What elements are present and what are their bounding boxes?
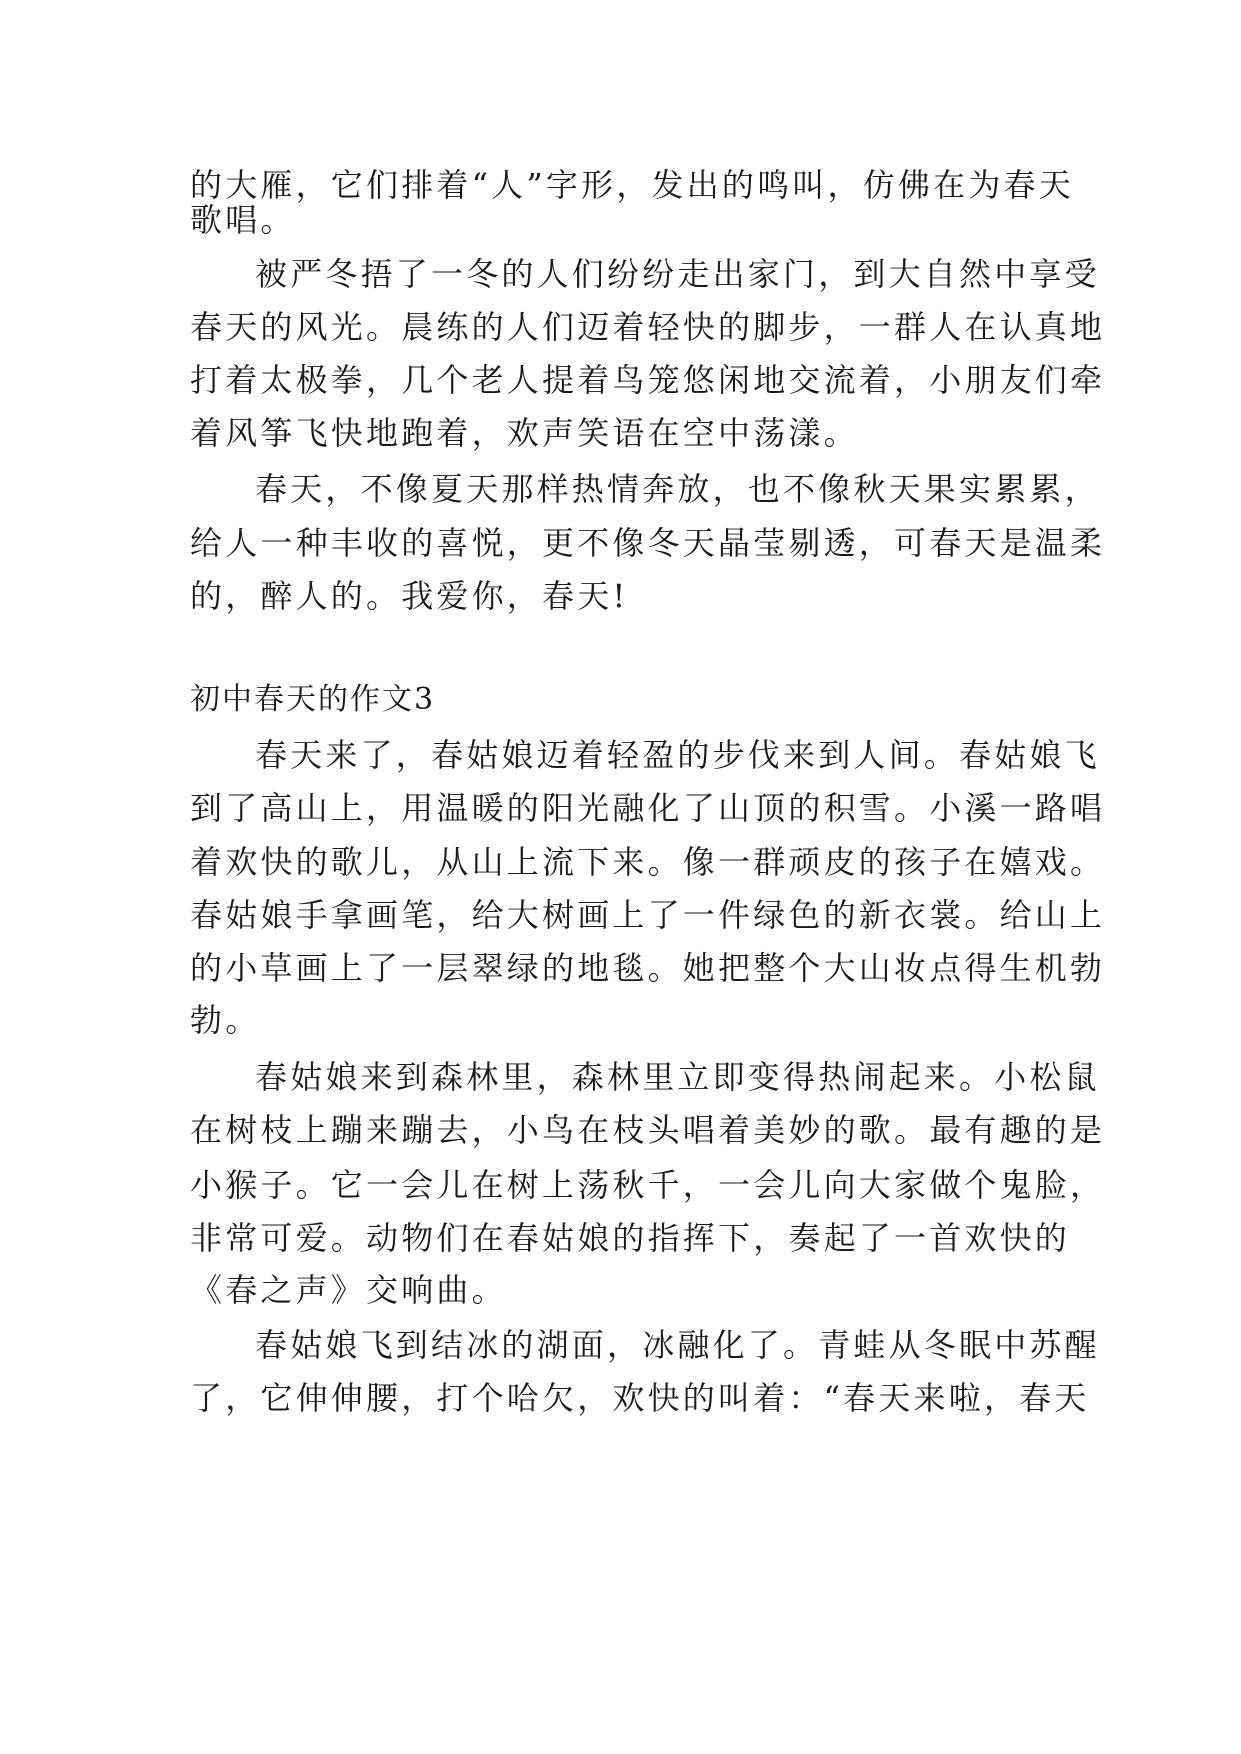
- paragraph-line: 《春之声》交响曲。: [190, 1271, 507, 1309]
- section-heading: 初中春天的作文3: [190, 682, 436, 717]
- paragraph-line: 春姑娘来到森林里，森林里立即变得热闹起来。小松鼠: [255, 1058, 1100, 1096]
- paragraph-line: 非常可爱。动物们在春姑娘的指挥下，奏起了一首欢快的: [190, 1219, 1071, 1257]
- paragraph-line: 着欢快的歌儿，从山上流下来。像一群顽皮的孩子在嬉戏。: [190, 843, 1106, 881]
- paragraph-line: 着风筝飞快地跑着，欢声笑语在空中荡漾。: [190, 414, 859, 452]
- paragraph-line: 被严冬捂了一冬的人们纷纷走出家门，到大自然中享受: [255, 255, 1100, 293]
- paragraph-line: 春姑娘飞到结冰的湖面，冰融化了。青蛙从冬眠中苏醒: [255, 1326, 1100, 1364]
- paragraph-line: 春天，不像夏天那样热情奔放，也不像秋天果实累累，: [255, 470, 1100, 508]
- paragraph-line: 的大雁，它们排着“人”字形，发出的鸣叫，仿佛在为春天: [190, 166, 1074, 204]
- paragraph-line: 到了高山上，用温暖的阳光融化了山顶的积雪。小溪一路唱: [190, 789, 1106, 827]
- paragraph-line: 打着太极拳，几个老人提着鸟笼悠闲地交流着，小朋友们牵: [190, 361, 1106, 399]
- paragraph-line: 的，醉人的。我爱你，春天!: [190, 577, 629, 615]
- paragraph-line: 春天来了，春姑娘迈着轻盈的步伐来到人间。春姑娘飞: [255, 736, 1100, 774]
- paragraph-line: 了，它伸伸腰，打个哈欠，欢快的叫着：“春天来啦，春天: [190, 1379, 1090, 1417]
- paragraph-line: 春天的风光。晨练的人们迈着轻快的脚步，一群人在认真地: [190, 308, 1106, 346]
- paragraph-line: 小猴子。它一会儿在树上荡秋千，一会儿向大家做个鬼脸，: [190, 1166, 1106, 1204]
- paragraph-line: 在树枝上蹦来蹦去，小鸟在枝头唱着美妙的歌。最有趣的是: [190, 1111, 1106, 1149]
- paragraph-line: 的小草画上了一层翠绿的地毯。她把整个大山妆点得生机勃: [190, 949, 1106, 987]
- paragraph-line: 勃。: [190, 1001, 261, 1039]
- paragraph-line: 春姑娘手拿画笔，给大树画上了一件绿色的新衣裳。给山上: [190, 896, 1106, 934]
- paragraph-line: 歌唱。: [190, 201, 296, 239]
- paragraph-line: 给人一种丰收的喜悦，更不像冬天晶莹剔透，可春天是温柔: [190, 524, 1106, 562]
